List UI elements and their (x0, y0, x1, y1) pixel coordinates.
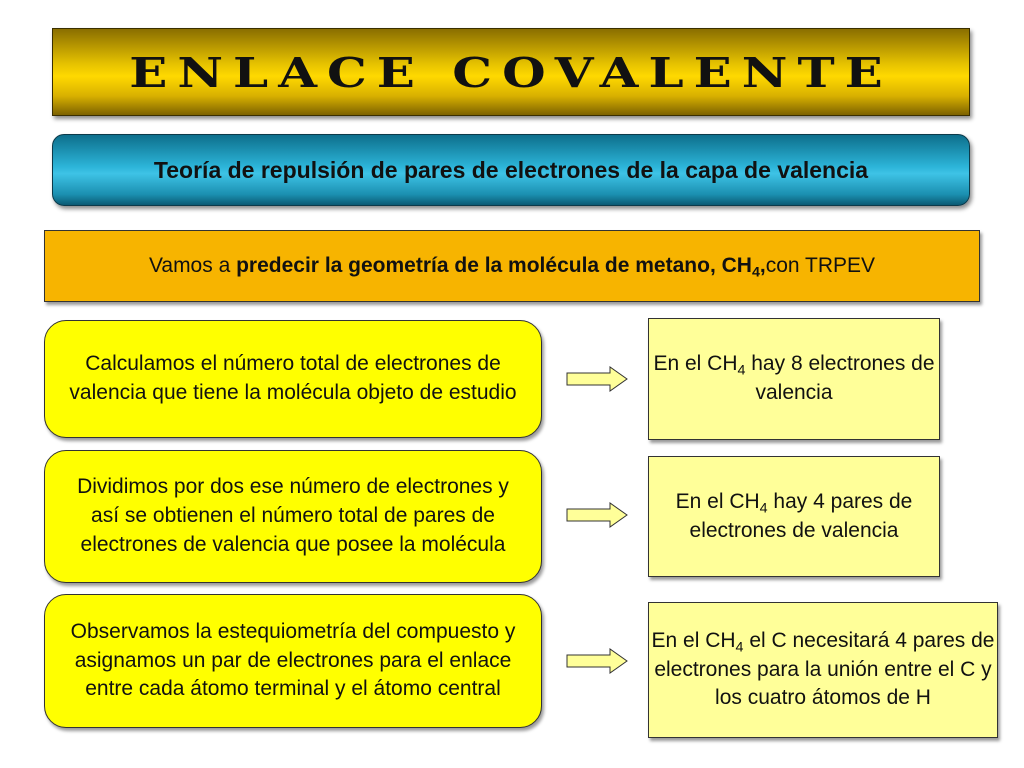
step-box-3 (44, 594, 542, 728)
result-2-subscript: 4 (759, 500, 768, 517)
goal-suffix: con TRPEV (765, 254, 876, 277)
arrow-right-icon (566, 502, 628, 528)
arrow-right-icon (566, 366, 628, 392)
result-box-3 (648, 602, 998, 738)
result-3-prefix: En el CH (651, 628, 736, 652)
result-2-suffix: hay 4 pares de electrones de valencia (689, 489, 913, 542)
step-box-2 (44, 450, 542, 583)
step-text-2: Dividimos por dos ese número de electrones y así se obtienen el número total de pares de electrones de valencia que posee la molécula (77, 475, 509, 556)
goal-bold (236, 254, 766, 281)
theory-title: Teoría de repulsión de pares de electrones de la capa de valencia (153, 156, 869, 183)
goal-bold-subscript: 4 (751, 264, 760, 281)
result-1-prefix: En el CH (653, 352, 738, 376)
goal-bold-text: predecir la geometría de la molécula de metano, CH (236, 254, 752, 277)
result-3-suffix: el C necesitará 4 pares de electrones para la unión entre el C y los cuatro átomos de H (654, 628, 995, 710)
result-box-1 (648, 318, 940, 440)
result-box-2 (648, 456, 940, 577)
slide-title: ENLACE COVALENTE (129, 47, 893, 97)
step-box-1 (44, 320, 542, 438)
result-text-2 (649, 488, 939, 546)
goal-bold-suffix: , (759, 254, 766, 277)
result-2-prefix: En el CH (675, 489, 760, 513)
result-text-3 (649, 627, 997, 714)
theory-banner (52, 134, 970, 206)
result-1-subscript: 4 (737, 362, 746, 379)
result-text-1 (649, 350, 939, 408)
result-1-suffix: hay 8 electrones de valencia (745, 352, 935, 404)
result-3-subscript: 4 (735, 639, 744, 656)
title-banner (52, 28, 970, 116)
goal-statement (44, 230, 980, 302)
step-text-3: Observamos la estequiometría del compuesto y asignamos un par de electrones para el enlace entre cada átomo terminal y el átomo central (70, 619, 516, 701)
goal-prefix: Vamos a (148, 254, 231, 277)
step-text-1: Calculamos el número total de electrones de valencia que tiene la molécula objeto de estudio (69, 352, 517, 404)
arrow-right-icon (566, 648, 628, 674)
